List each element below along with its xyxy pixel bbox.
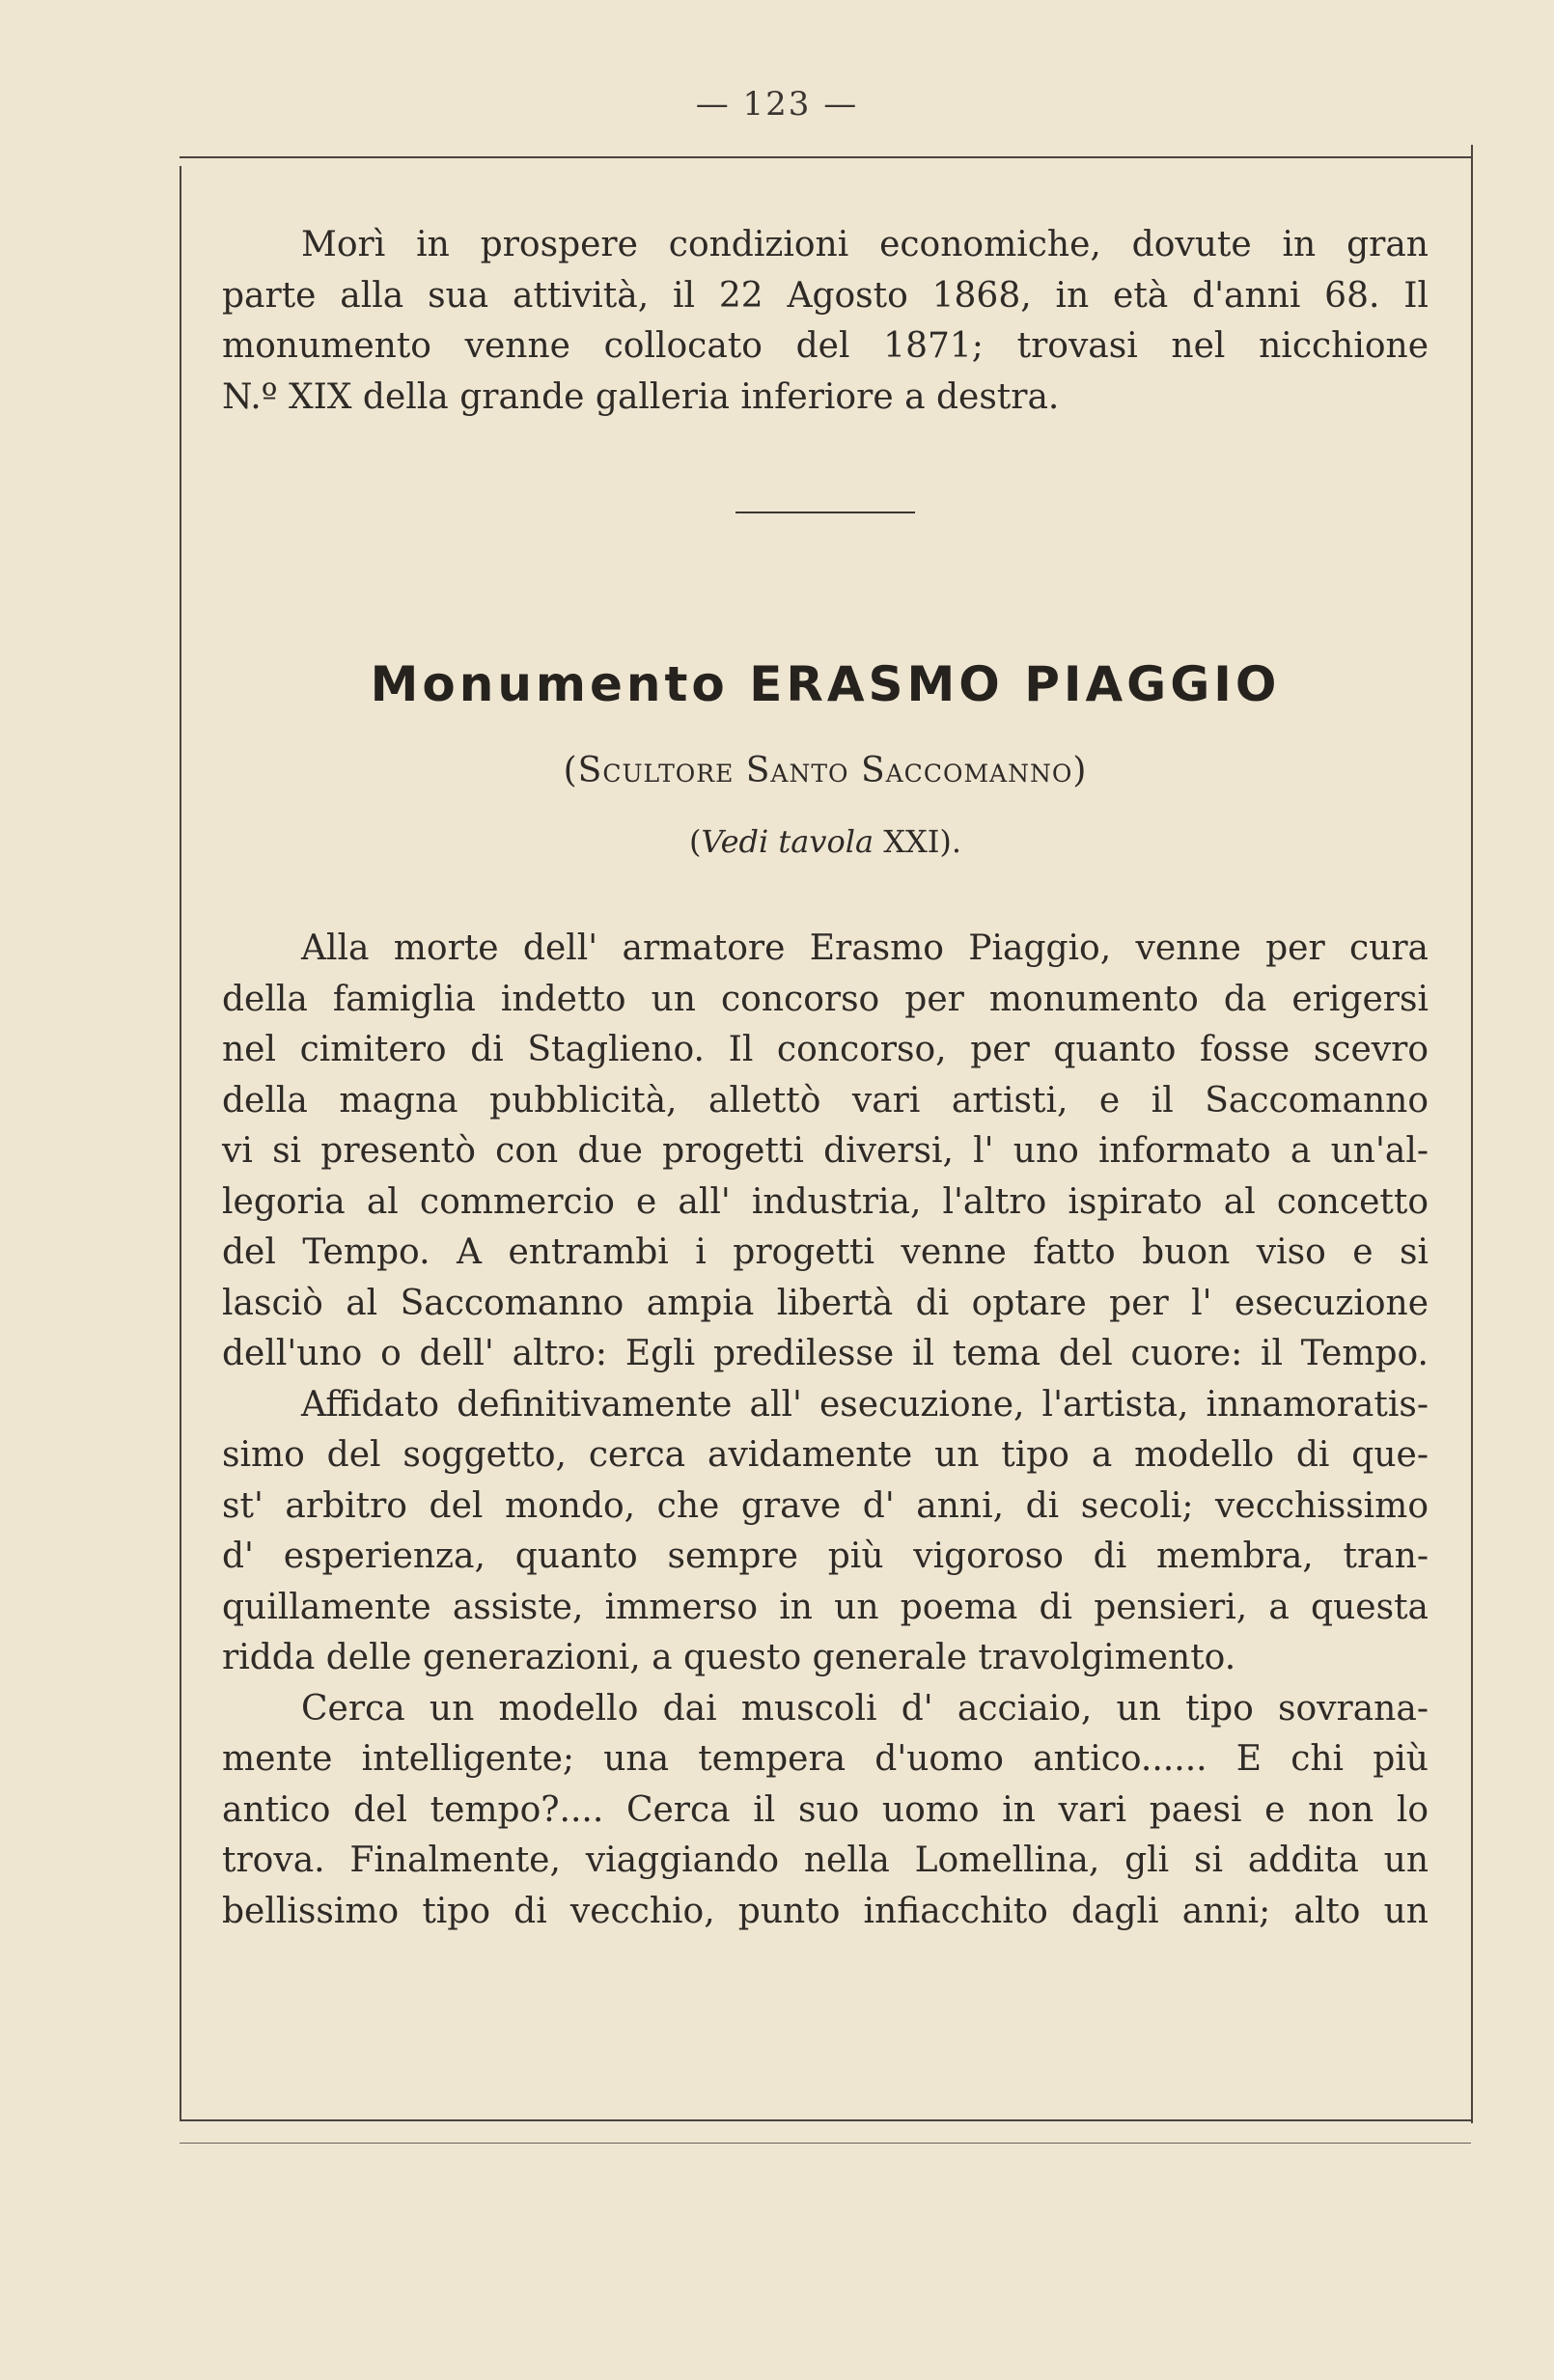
section-subtitle: (Scultore Santo Saccomanno) <box>563 751 1088 790</box>
text-line: della magna pubblicità, allettò vari artisti, e il Saccomanno <box>222 1080 1429 1121</box>
text-line: mente intelligente; una tempera d'uomo antico...... E chi più <box>222 1739 1429 1779</box>
text-line: ridda delle generazioni, a questo generale travolgimento. <box>222 1638 1236 1677</box>
text-line: vi si presentò con due progetti diversi, l' uno informato a un'al- <box>222 1131 1429 1171</box>
text-line: monumento venne collocato del 1871; trovasi nel nicchione <box>222 326 1429 366</box>
section-divider <box>735 512 915 513</box>
text-line: Alla morte dell' armatore Erasmo Piaggio, venne per cura <box>301 928 1429 968</box>
text-line: Morì in prospere condizioni economiche, dovute in gran <box>301 225 1429 264</box>
text-line: quillamente assiste, immerso in un poema di pensieri, a questa <box>222 1587 1429 1627</box>
frame-top-rule <box>180 156 1471 158</box>
text-line: N.º XIX della grande galleria inferiore a destra. <box>222 376 1060 417</box>
page-number: — 123 — <box>695 85 859 124</box>
plate-reference-open: ( <box>688 823 702 860</box>
plate-reference <box>222 823 1429 860</box>
text-line: del Tempo. A entrambi i progetti venne fatto buon viso e si <box>222 1232 1429 1272</box>
plate-reference-italic: Vedi tavola <box>701 823 874 860</box>
text-line: Affidato definitivamente all' esecuzione, l'artista, innamoratis- <box>301 1384 1429 1425</box>
section-title: Monumento ERASMO PIAGGIO <box>370 656 1281 712</box>
text-line: d' esperienza, quanto sempre più vigoroso di membra, tran- <box>222 1536 1429 1576</box>
text-line: simo del soggetto, cerca avidamente un tipo a modello di que- <box>222 1435 1429 1475</box>
text-line: trova. Finalmente, viaggiando nella Lomellina, gli si addita un <box>222 1840 1429 1880</box>
text-line: legoria al commercio e all' industria, l'altro ispirato al concetto <box>222 1181 1429 1222</box>
text-line: dell'uno o dell' altro: Egli predilesse il tema del cuore: il Tempo. <box>222 1334 1429 1373</box>
frame-right-rule <box>1471 145 1473 2123</box>
frame-bottom-rule-secondary <box>180 2143 1471 2144</box>
text-line: Cerca un modello dai muscoli d' acciaio, un tipo sovrana- <box>301 1688 1429 1729</box>
intro-paragraph <box>222 220 1429 423</box>
text-line: st' arbitro del mondo, che grave d' anni, di secoli; vecchissimo <box>222 1485 1429 1526</box>
page-content <box>222 220 1429 1937</box>
frame-bottom-rule <box>180 2119 1471 2121</box>
frame-left-rule <box>180 166 181 2119</box>
text-line: antico del tempo?.... Cerca il suo uomo in vari paesi e non lo <box>222 1789 1429 1830</box>
text-line: nel cimitero di Staglieno. Il concorso, per quanto fosse scevro <box>222 1030 1429 1069</box>
text-line: lasciò al Saccomanno ampia libertà di optare per l' esecuzione <box>222 1283 1429 1323</box>
text-line: parte alla sua attività, il 22 Agosto 1868, in età d'anni 68. Il <box>222 275 1429 316</box>
plate-reference-number: XXI). <box>874 823 962 860</box>
text-line: bellissimo tipo di vecchio, punto infiacchito dagli anni; alto un <box>222 1891 1429 1931</box>
body-paragraphs <box>222 924 1429 1937</box>
text-line: della famiglia indetto un concorso per monumento da erigersi <box>222 979 1429 1019</box>
